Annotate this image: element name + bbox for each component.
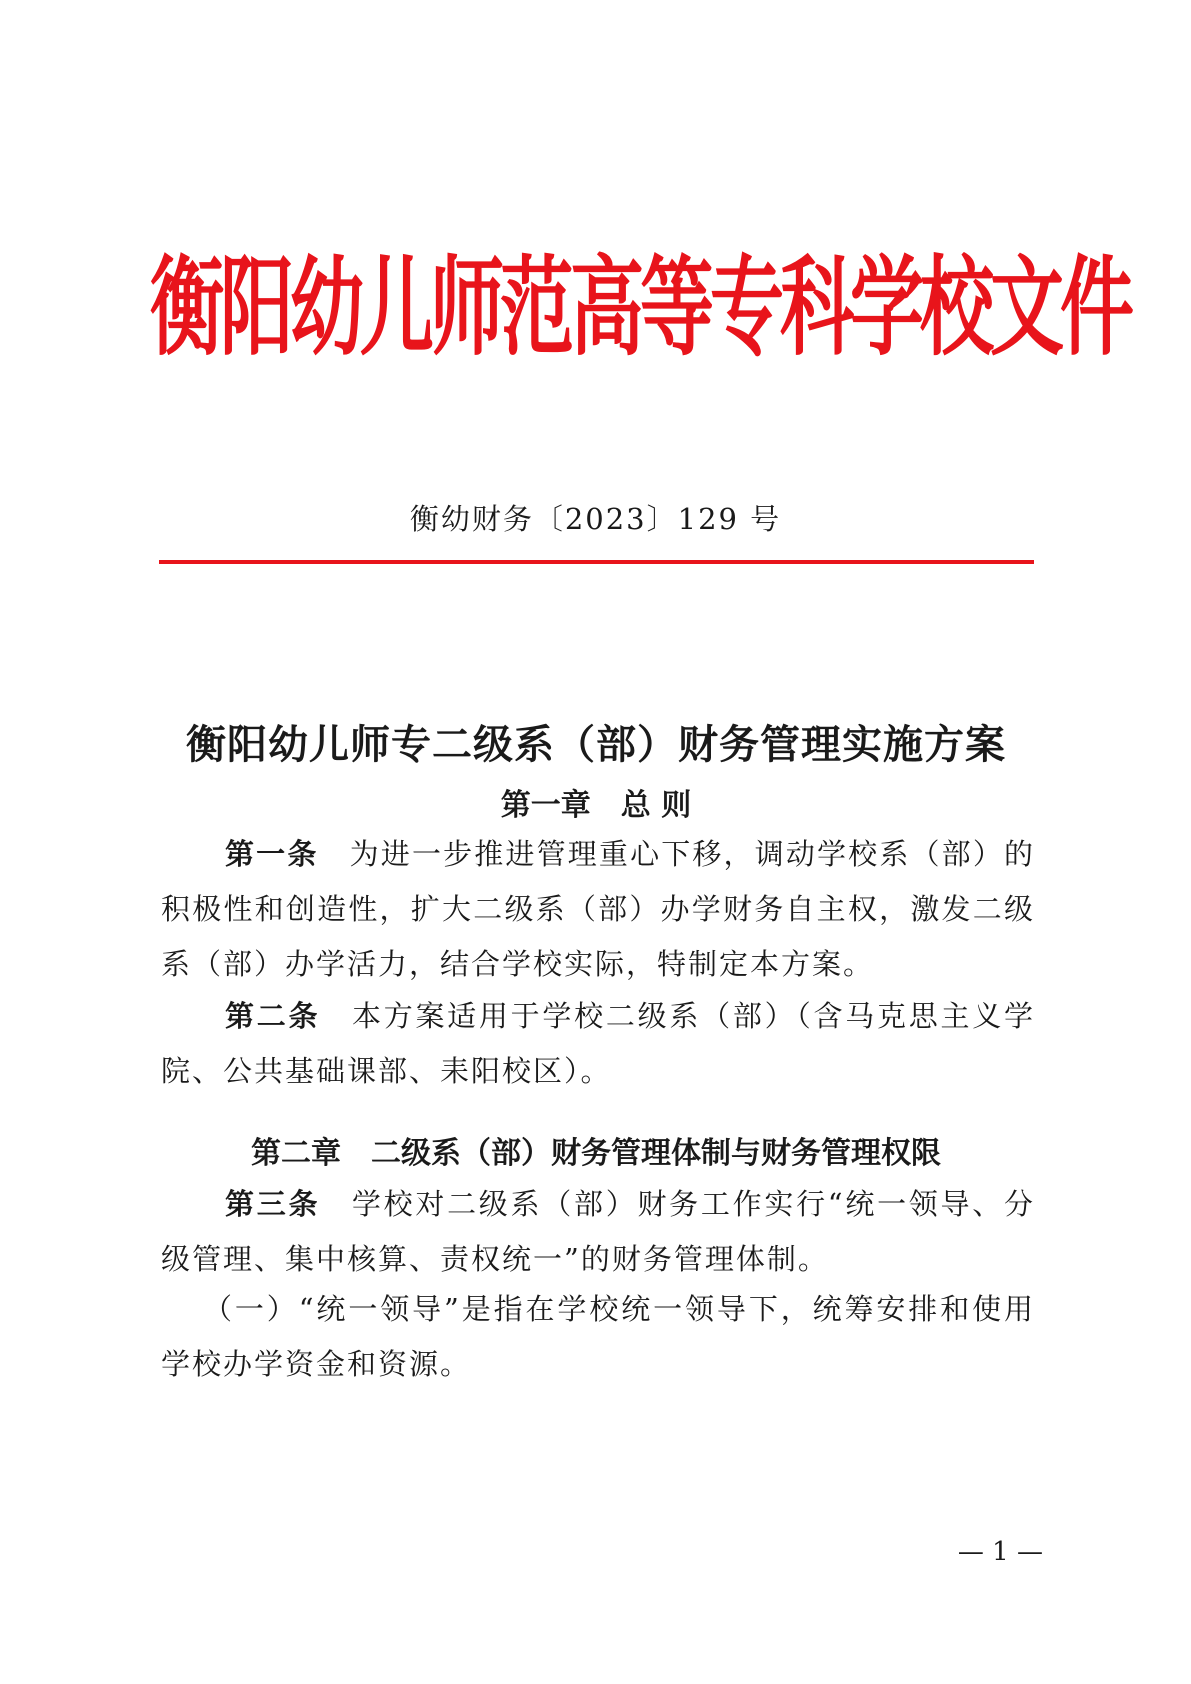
item-1-text: （一）“统一领导”是指在学校统一领导下，统筹安排和使用学校办学资金和资源。 (161, 1292, 1035, 1381)
masthead-title: 衡阳幼儿师范高等专科学校文件 (150, 245, 1130, 371)
article-1-label: 第一条 (225, 837, 350, 871)
article-2 (161, 989, 1035, 1099)
red-divider-line (159, 560, 1034, 564)
page-number: — 1 — (957, 1537, 1043, 1567)
item-1 (161, 1282, 1035, 1392)
chapter-2-heading: 第二章 二级系（部）财务管理体制与财务管理权限 (251, 1136, 941, 1171)
article-3 (161, 1177, 1035, 1287)
article-2-label: 第二条 (225, 999, 352, 1033)
article-3-label: 第三条 (225, 1187, 352, 1221)
document-number: 衡幼财务〔2023〕129 号 (409, 502, 782, 536)
chapter-1-heading: 第一章 总 则 (500, 788, 692, 823)
article-2-text: 本方案适用于学校二级系（部）（含马克思主义学院、公共基础课部、耒阳校区）。 (161, 999, 1035, 1088)
article-1-text: 为进一步推进管理重心下移，调动学校系（部）的积极性和创造性，扩大二级系（部）办学财务自主权，激发二级系（部）办学活力，结合学校实际，特制定本方案。 (161, 837, 1035, 981)
document-title: 衡阳幼儿师专二级系（部）财务管理实施方案 (186, 722, 1006, 768)
article-3-text: 学校对二级系（部）财务工作实行“统一领导、分级管理、集中核算、责权统一”的财务管理体制。 (161, 1187, 1035, 1276)
article-1 (161, 827, 1035, 992)
